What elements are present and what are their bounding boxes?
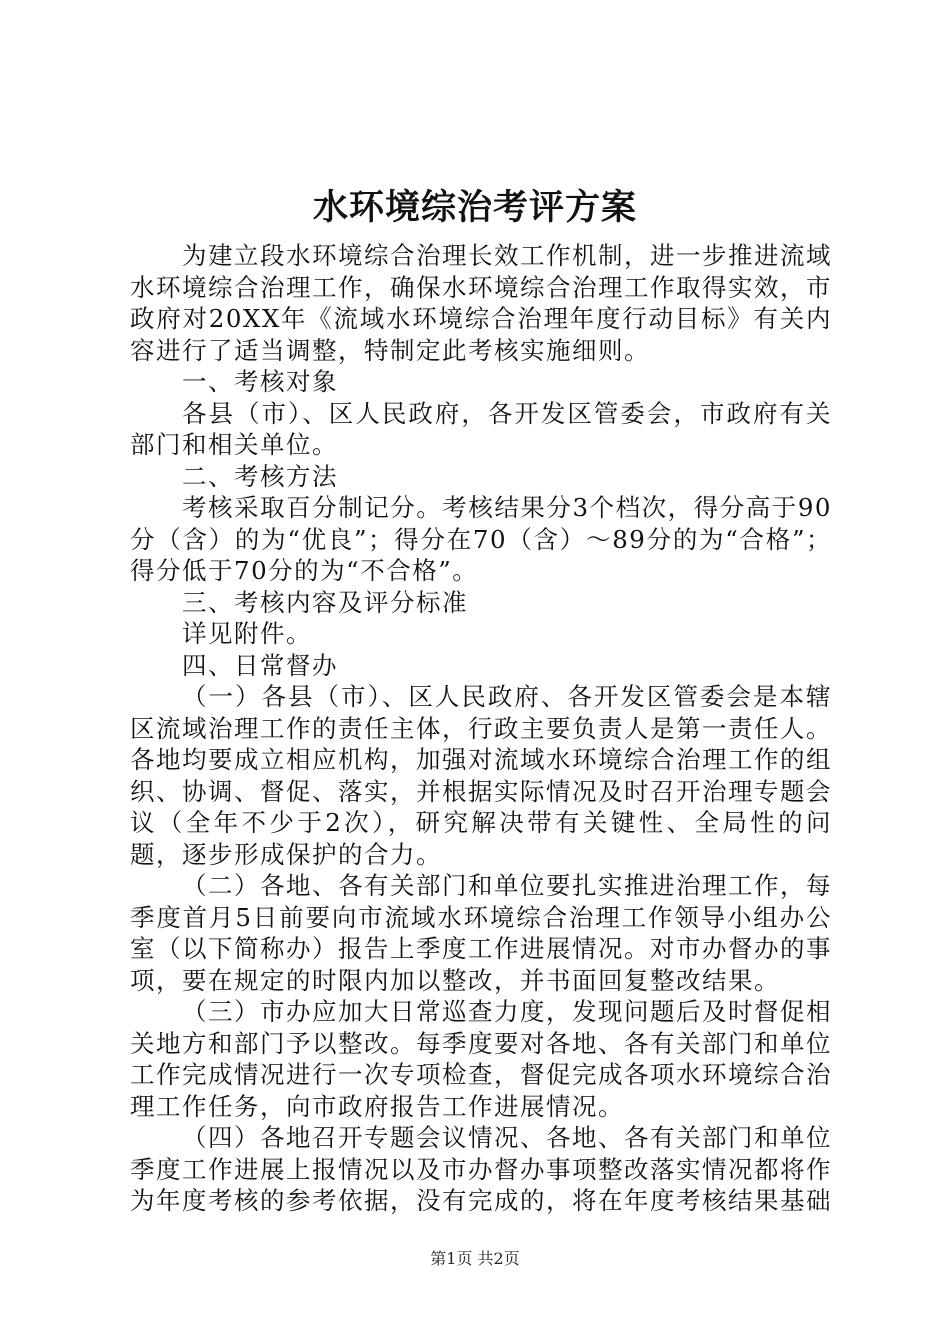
paragraph: （四）各地召开专题会议情况、各地、各有关部门和单位季度工作进展上报情况以及市办督办事项整改落实情况都将作为年度考核的参考依据，没有完成的，将在年度考核结果基础 xyxy=(130,1123,832,1215)
paragraph: 详见附件。 xyxy=(182,619,312,648)
paragraph: 各县（市）、区人民政府，各开发区管委会，市政府有关部门和相关单位。 xyxy=(130,398,832,459)
page-footer: 第1页 共2页 xyxy=(430,1249,520,1268)
section-heading-2: 二、考核方法 xyxy=(182,461,338,491)
section-heading-4: 四、日常督办 xyxy=(182,650,338,680)
document-body xyxy=(130,240,832,1217)
paragraph: 考核采取百分制记分。考核结果分3个档次，得分高于90分（含）的为“优良”；得分在70（含）～89分的为“合格”；得分低于70分的为“不合格”。 xyxy=(130,493,832,585)
document-title: 水环境综治考评方案 xyxy=(312,187,637,228)
intro-paragraph: 为建立段水环境综合治理长效工作机制，进一步推进流域水环境综合治理工作，确保水环境综合治理工作取得实效，市政府对20XX年《流域水环境综合治理年度行动目标》有关内容进行了适当调整，特制定此考核实施细则。 xyxy=(130,241,832,365)
section-heading-1: 一、考核对象 xyxy=(182,367,338,396)
paragraph: （三）市办应加大日常巡查力度，发现问题后及时督促相关地方和部门予以整改。每季度要对各地、各有关部门和单位工作完成情况进行一次专项检查，督促完成各项水环境综合治理工作任务，向市政府报告工作进展情况。 xyxy=(130,997,832,1121)
paragraph: （二）各地、各有关部门和单位要扎实推进治理工作，每季度首月5日前要向市流域水环境综合治理工作领导小组办公室（以下简称办）报告上季度工作进展情况。对市办督办的事项，要在规定的时限内加以整改，并书面回复整改结果。 xyxy=(130,871,832,995)
paragraph: （一）各县（市）、区人民政府、各开发区管委会是本辖区流域治理工作的责任主体，行政主要负责人是第一责任人。各地均要成立相应机构，加强对流域水环境综合治理工作的组织、协调、督促、落实，并根据实际情况及时召开治理专题会议（全年不少于2次），研究解决带有关键性、全局性的问题，逐步形成保护的合力。 xyxy=(130,682,832,869)
section-heading-3: 三、考核内容及评分标准 xyxy=(182,587,468,617)
